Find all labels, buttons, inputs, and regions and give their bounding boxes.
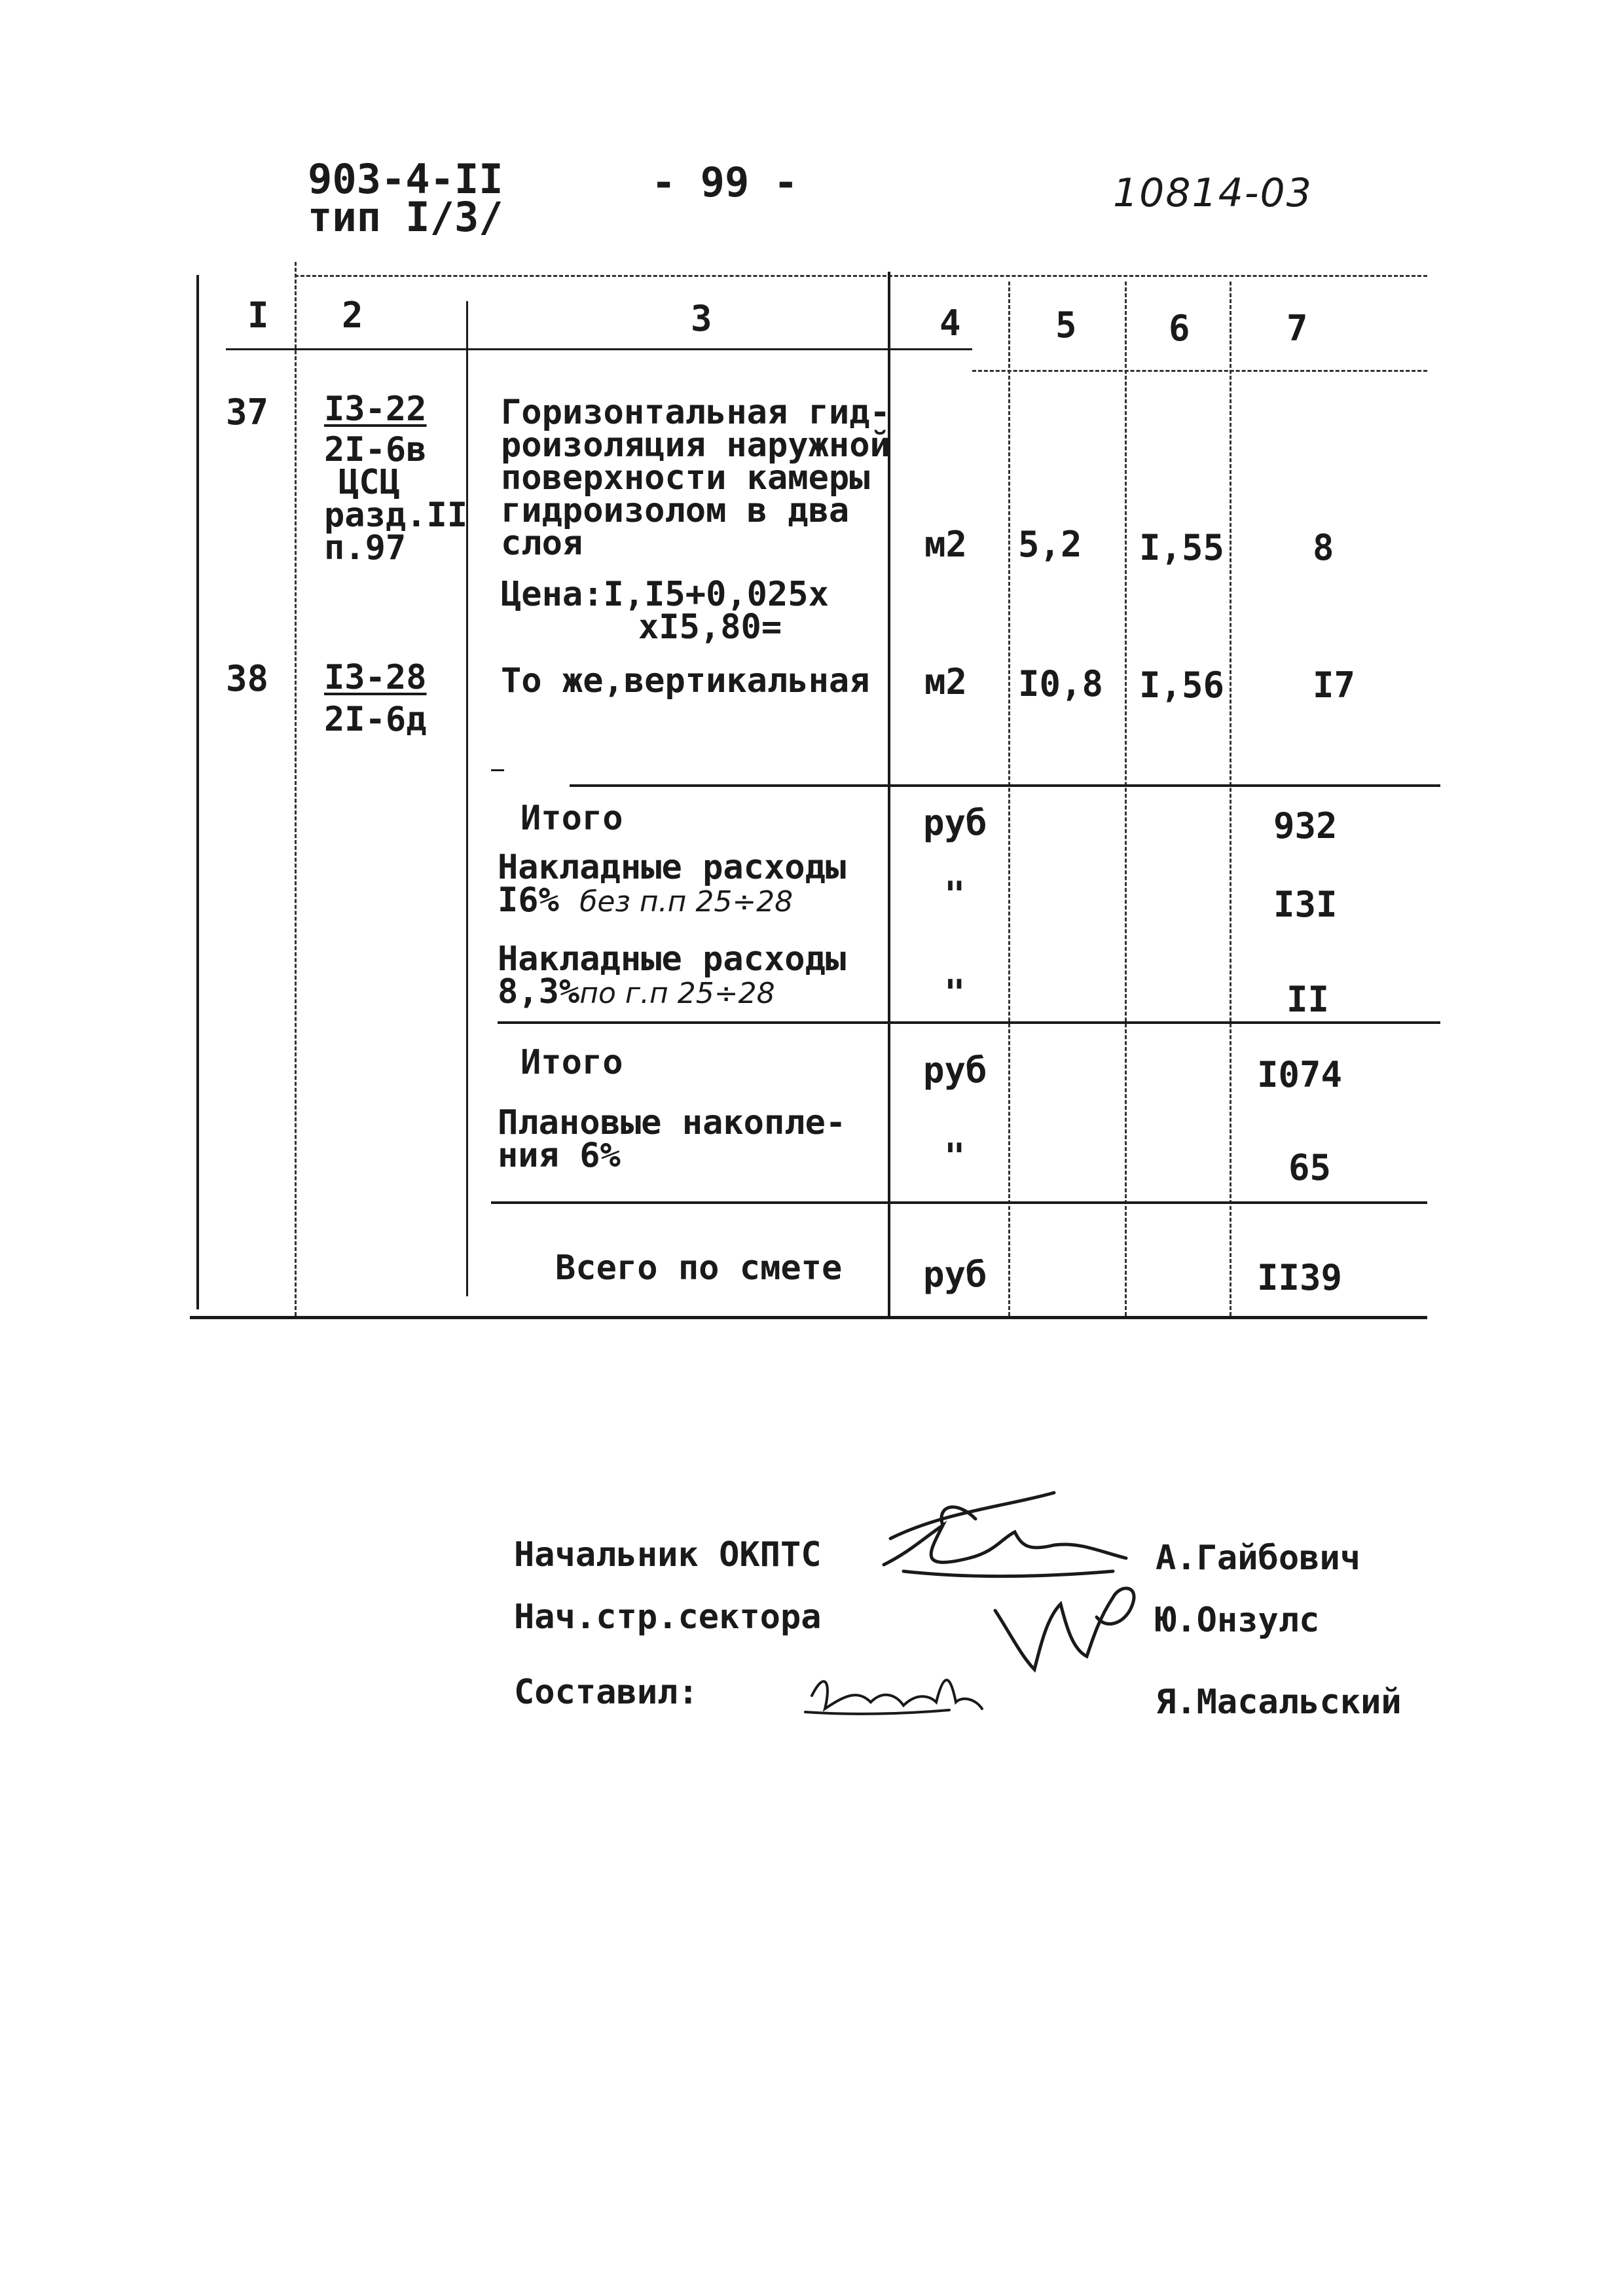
ref-line-2: 2I-6в — [324, 430, 427, 469]
doc-number: 10814-03 — [1113, 170, 1313, 216]
table-top-line — [295, 275, 1427, 277]
ref-line-5: п.97 — [324, 528, 407, 568]
col-header-4: 4 — [939, 302, 961, 344]
itogo-value: 932 — [1273, 805, 1338, 847]
col-header-2: 2 — [342, 295, 363, 336]
row-unit: м2 — [924, 661, 968, 702]
col-header-6: 6 — [1169, 308, 1190, 349]
desc-line: роизоляция наружной — [501, 426, 890, 465]
planned-line2: ния 6% — [498, 1136, 621, 1175]
itogo-top-line-dash — [491, 769, 504, 771]
col-header-7: 7 — [1286, 308, 1308, 349]
desc-line: гидроизолом в два — [501, 491, 850, 530]
col-header-1: I — [247, 295, 269, 336]
doc-code-line1: 903-4-II — [308, 155, 503, 203]
row-total: 8 — [1313, 527, 1334, 568]
price-formula-line1: Цена:I,I5+0,025х — [501, 575, 829, 614]
overhead-2-rate: 8,3% — [498, 972, 580, 1011]
itogo-unit: руб — [923, 802, 987, 843]
planned-bottom-line — [491, 1201, 1427, 1204]
ref-line-1: I3-28 — [324, 658, 427, 697]
row-number: 38 — [226, 658, 269, 699]
handwritten-signature-3 — [799, 1656, 995, 1728]
col-divider-1-2 — [295, 262, 297, 1316]
col-header-5: 5 — [1055, 304, 1077, 346]
overhead-2-value: II — [1286, 979, 1330, 1020]
grand-total-label: Всего по смете — [555, 1248, 843, 1288]
price-formula-line2: хI5,80= — [638, 608, 782, 647]
desc-line: слоя — [501, 524, 583, 563]
doc-code — [308, 155, 503, 241]
signature-name: А.Гайбович — [1156, 1539, 1361, 1578]
overhead-1 — [498, 848, 847, 920]
row-description: То же,вертикальная — [501, 661, 870, 701]
overhead-2 — [498, 939, 847, 1011]
overhead-2-unit: " — [944, 972, 966, 1013]
signature-name: Ю.Онзулс — [1156, 1601, 1320, 1640]
row-total: I7 — [1313, 665, 1356, 706]
planned-line1: Плановые накопле- — [498, 1103, 847, 1142]
overhead-bottom-line — [498, 1021, 1440, 1024]
col-divider-4-5 — [1008, 282, 1010, 1316]
table-left-border — [196, 275, 199, 1309]
col-divider-6-7 — [1230, 282, 1231, 1316]
row-unit: м2 — [924, 524, 968, 565]
overhead-1-note: без п.п 25÷28 — [579, 885, 793, 919]
itogo-2-label: Итого — [520, 1043, 623, 1082]
row-quantity: 5,2 — [1018, 524, 1082, 565]
itogo-2-value: I074 — [1257, 1054, 1343, 1095]
doc-code-line2: тип I/3/ — [308, 193, 503, 241]
handwritten-signature-2 — [982, 1571, 1152, 1683]
planned-savings — [498, 1103, 847, 1175]
row-reference — [324, 390, 468, 568]
row-quantity: I0,8 — [1018, 663, 1104, 704]
overhead-1-value: I3I — [1273, 884, 1338, 925]
ref-line-4: разд.II — [324, 496, 468, 535]
table-bottom-line — [190, 1316, 1427, 1319]
grand-total-value: II39 — [1257, 1257, 1343, 1298]
signature-name: Я.Масальский — [1156, 1683, 1402, 1722]
signature-role: Начальник ОКПТС — [514, 1535, 822, 1575]
ref-line-3: ЦСЦ — [338, 463, 400, 502]
overhead-1-unit: " — [944, 874, 966, 915]
header-bottom-line-right — [972, 370, 1427, 372]
planned-value: 65 — [1288, 1147, 1332, 1188]
ref-line-2: 2I-6д — [324, 700, 427, 739]
desc-line: Горизонтальная гид- — [501, 393, 890, 432]
row-reference — [324, 658, 427, 739]
row-number: 37 — [226, 392, 269, 433]
row-unit-price: I,56 — [1139, 665, 1225, 706]
overhead-1-line1: Накладные расходы — [498, 848, 847, 887]
header-bottom-line — [226, 348, 972, 350]
planned-unit: " — [944, 1136, 966, 1177]
signature-role: Составил: — [514, 1673, 699, 1712]
overhead-2-note: по г.п 25÷28 — [579, 977, 775, 1010]
overhead-1-rate: I6% — [498, 881, 559, 920]
col-divider-5-6 — [1125, 282, 1127, 1316]
row-description — [501, 393, 890, 647]
grand-total-unit: руб — [923, 1254, 987, 1295]
itogo-label: Итого — [520, 799, 623, 838]
itogo-2-unit: руб — [923, 1049, 987, 1091]
itogo-top-line — [570, 784, 1440, 787]
desc-line: поверхности камеры — [501, 458, 870, 498]
page-number: - 99 - — [651, 158, 798, 206]
ref-line-1: I3-22 — [324, 390, 427, 429]
col-header-3: 3 — [691, 298, 712, 339]
overhead-2-line1: Накладные расходы — [498, 939, 847, 979]
signature-role: Нач.стр.сектора — [514, 1597, 822, 1637]
row-unit-price: I,55 — [1139, 527, 1225, 568]
